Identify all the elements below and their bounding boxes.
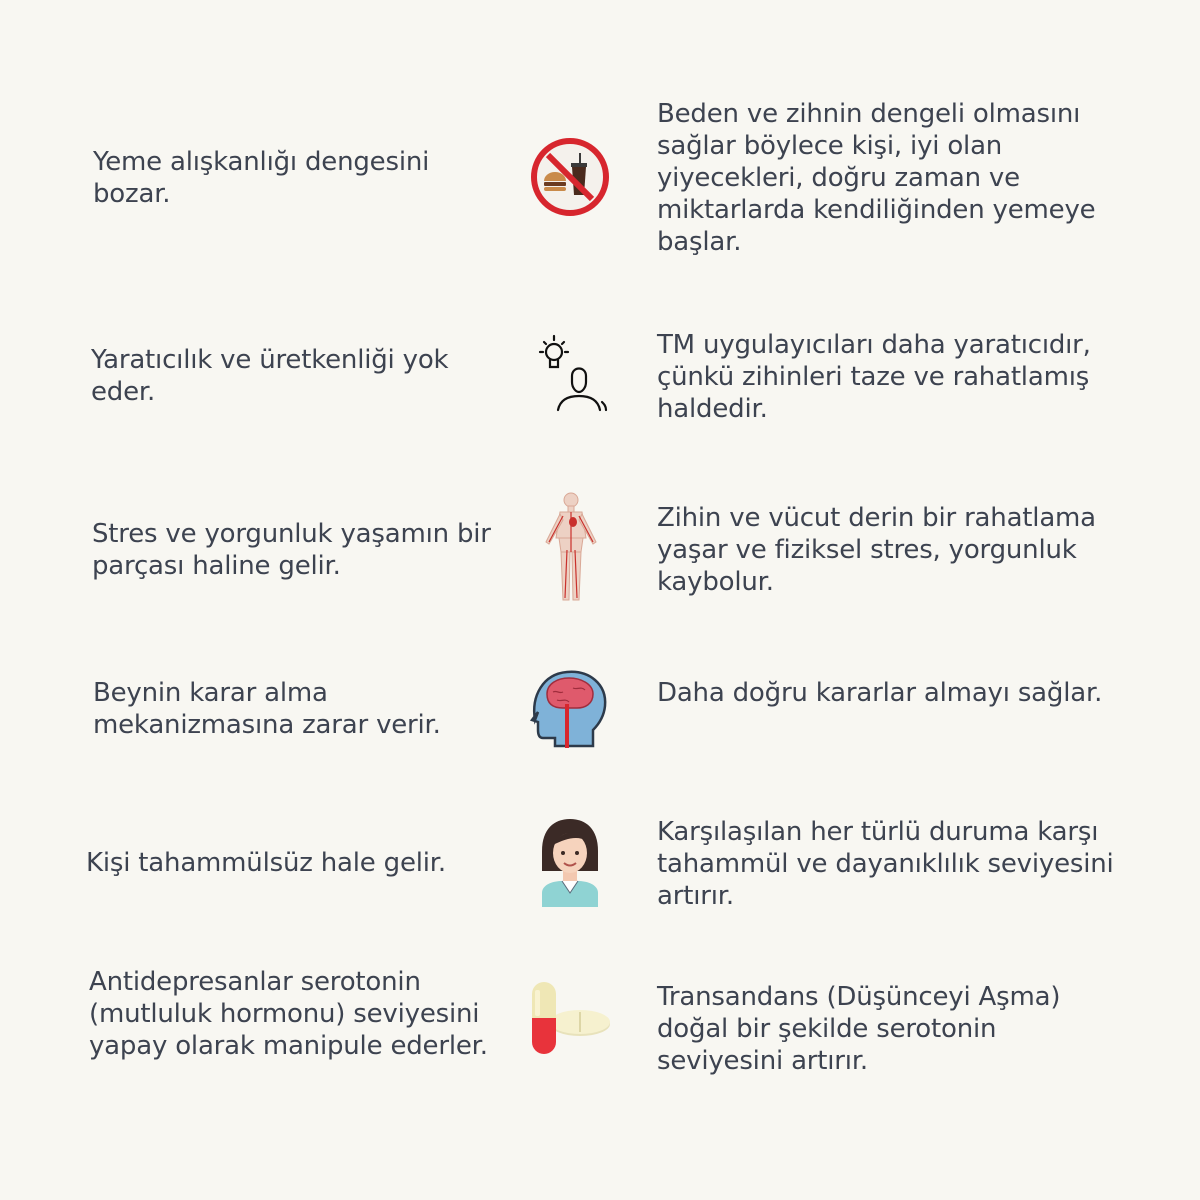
positive-effect-text: Daha doğru kararlar almayı sağlar. [657,678,1103,708]
head-brain-icon [525,664,613,752]
idea-person-icon [528,330,616,418]
positive-effect-text: Transandans (Düşünceyi Aşma) doğal bir şekilde serotonin seviyesini artırır. [657,982,1061,1076]
woman-avatar-icon [526,815,614,909]
negative-effect-text: Yeme alışkanlığı dengesini bozar. [93,147,430,209]
negative-effect-text: Stres ve yorgunluk yaşamın bir parçası haline gelir. [92,519,491,581]
positive-effect-text: Karşılaşılan her türlü duruma karşı tahammül ve dayanıklılık seviyesini artırır. [657,817,1114,911]
negative-effect-text: Yaratıcılık ve üretkenliği yok eder. [91,345,449,407]
human-body-icon [527,490,615,604]
positive-effect-text: Beden ve zihnin dengeli olmasını sağlar böylece kişi, iyi olan yiyecekleri, doğru zaman ve miktarlarda kendiliğinden yemeye başlar. [657,99,1096,257]
positive-effect-text: Zihin ve vücut derin bir rahatlama yaşar ve fiziksel stres, yorgunluk kaybolur. [657,503,1096,597]
pills-icon [528,978,616,1066]
positive-effect-text: TM uygulayıcıları daha yaratıcıdır, çünkü zihinleri taze ve rahatlamış haldedir. [657,330,1091,424]
no-fast-food-icon [526,133,614,221]
negative-effect-text: Kişi tahammülsüz hale gelir. [86,848,446,878]
negative-effect-text: Antidepresanlar serotonin (mutluluk hormonu) seviyesini yapay olarak manipule ederler. [89,967,488,1061]
negative-effect-text: Beynin karar alma mekanizmasına zarar verir. [93,678,441,740]
